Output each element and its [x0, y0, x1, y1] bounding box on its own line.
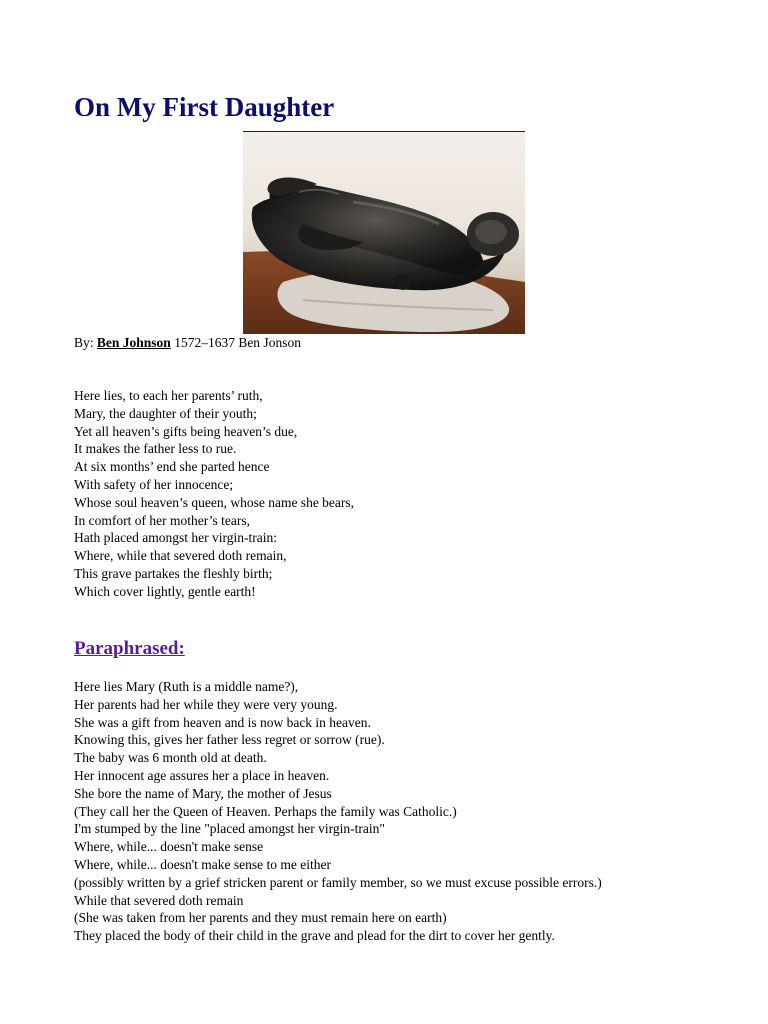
byline: [74, 334, 301, 352]
paraphrase-line: The baby was 6 month old at death.: [74, 750, 267, 766]
paraphrase-line: While that severed doth remain: [74, 892, 244, 908]
paraphrase-line: They placed the body of their child in the grave and plead for the dirt to cover her gently.: [74, 928, 555, 944]
poem-line: This grave partakes the fleshly birth;: [74, 565, 273, 581]
paraphrase-line: Her innocent age assures her a place in heaven.: [74, 767, 330, 783]
poem-line: Whose soul heaven’s queen, whose name she bears,: [74, 494, 355, 510]
paraphrase-line: Where, while... doesn't make sense to me either: [74, 856, 331, 872]
paraphrase-line: (possibly written by a grief stricken parent or family member, so we must excuse possible errors.): [74, 874, 602, 890]
poem-line: Mary, the daughter of their youth;: [74, 405, 257, 421]
poem-line: It makes the father less to rue.: [74, 441, 237, 457]
paraphrased-heading[interactable]: Paraphrased:: [74, 638, 185, 659]
poem-line: At six months’ end she parted hence: [74, 459, 270, 475]
paraphrase-line: She bore the name of Mary, the mother of Jesus: [74, 785, 332, 801]
paraphrase-line: Knowing this, gives her father less regret or sorrow (rue).: [74, 732, 385, 748]
poem-line: Here lies, to each her parents’ ruth,: [74, 388, 263, 403]
paraphrase-line: (They call her the Queen of Heaven. Perhaps the family was Catholic.): [74, 803, 457, 819]
paraphrase-line: I'm stumped by the line "placed amongst her virgin-train": [74, 821, 385, 837]
paraphrase-line: (She was taken from her parents and they must remain here on earth): [74, 910, 447, 926]
paraphrase-line: Where, while... doesn't make sense: [74, 839, 264, 855]
byline-prefix: By:: [74, 335, 97, 350]
poem-line: With safety of her innocence;: [74, 476, 234, 492]
paraphrase-line: She was a gift from heaven and is now back in heaven.: [74, 714, 371, 730]
poem-body: [74, 387, 354, 601]
paraphrase-body: [74, 678, 602, 945]
byline-dates: 1572–1637 Ben Jonson: [170, 335, 301, 350]
sculpture-photo: [243, 131, 525, 334]
poem-line: Which cover lightly, gentle earth!: [74, 583, 256, 599]
author-link[interactable]: Ben Johnson: [96, 335, 171, 350]
paraphrase-line: Here lies Mary (Ruth is a middle name?),: [74, 679, 299, 694]
bronze-sculpture-photo-icon: [243, 132, 525, 334]
paraphrase-line: Her parents had her while they were very young.: [74, 696, 338, 712]
page-title: On My First Daughter: [74, 92, 335, 122]
poem-line: Hath placed amongst her virgin-train:: [74, 530, 277, 546]
poem-line: In comfort of her mother’s tears,: [74, 512, 250, 528]
poem-line: Yet all heaven’s gifts being heaven’s due,: [74, 423, 298, 439]
poem-line: Where, while that severed doth remain,: [74, 548, 287, 564]
